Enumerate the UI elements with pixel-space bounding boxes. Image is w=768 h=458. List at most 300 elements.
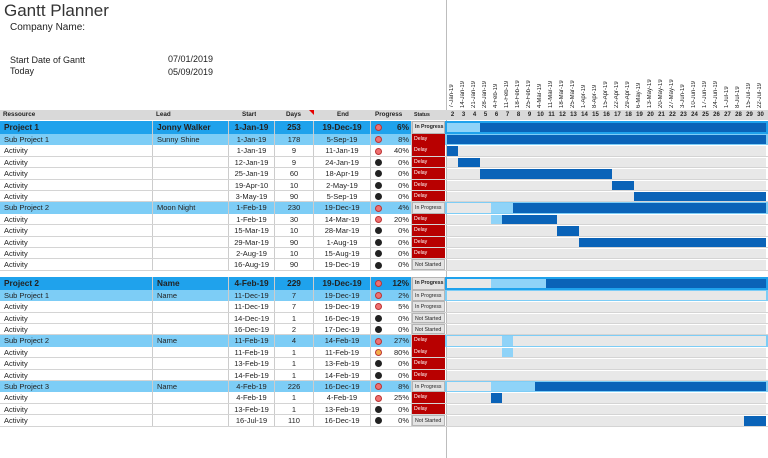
gantt-cell[interactable]	[447, 203, 458, 212]
gantt-cell[interactable]	[524, 359, 535, 368]
gantt-cell[interactable]	[458, 279, 469, 288]
gantt-cell[interactable]	[579, 238, 590, 247]
gantt-cell[interactable]	[711, 325, 722, 334]
gantt-cell[interactable]	[678, 215, 689, 224]
gantt-cell[interactable]	[513, 146, 524, 155]
gantt-cell[interactable]	[623, 146, 634, 155]
gantt-cell[interactable]	[568, 325, 579, 334]
gantt-cell[interactable]	[711, 279, 722, 288]
cell-days[interactable]: 2	[275, 324, 314, 334]
gantt-cell[interactable]	[689, 336, 700, 345]
cell-lead[interactable]	[153, 415, 229, 425]
gantt-cell[interactable]	[623, 371, 634, 380]
gantt-cell[interactable]	[513, 169, 524, 178]
gantt-cell[interactable]	[601, 226, 612, 235]
gantt-cell[interactable]	[711, 314, 722, 323]
gantt-cell[interactable]	[480, 291, 491, 300]
cell-start[interactable]: 16-Jul-19	[229, 415, 275, 425]
gantt-cell[interactable]	[568, 249, 579, 258]
gantt-cell[interactable]	[535, 302, 546, 311]
gantt-cell[interactable]	[502, 302, 513, 311]
gantt-cell[interactable]	[513, 336, 524, 345]
gantt-cell[interactable]	[744, 135, 755, 144]
gantt-cell[interactable]	[557, 249, 568, 258]
gantt-cell[interactable]	[590, 302, 601, 311]
cell-days[interactable]: 10	[275, 248, 314, 258]
activity-row[interactable]	[0, 237, 768, 248]
gantt-cell[interactable]	[535, 359, 546, 368]
cell-end[interactable]: 5-Sep-19	[314, 134, 371, 145]
gantt-cell[interactable]	[601, 371, 612, 380]
gantt-cell[interactable]	[502, 226, 513, 235]
gantt-cell[interactable]	[755, 215, 766, 224]
gantt-cell[interactable]	[700, 279, 711, 288]
gantt-cell[interactable]	[612, 158, 623, 167]
gantt-cell[interactable]	[634, 393, 645, 402]
gantt-cell[interactable]	[634, 291, 645, 300]
gantt-cell[interactable]	[480, 314, 491, 323]
activity-row[interactable]	[0, 248, 768, 259]
cell-days[interactable]: 1	[275, 347, 314, 357]
gantt-cell[interactable]	[590, 260, 601, 269]
gantt-cell[interactable]	[568, 215, 579, 224]
gantt-cell[interactable]	[667, 192, 678, 201]
gantt-cell[interactable]	[524, 192, 535, 201]
gantt-cell[interactable]	[711, 123, 722, 132]
gantt-cell[interactable]	[601, 291, 612, 300]
cell-lead[interactable]	[153, 392, 229, 402]
gantt-cell[interactable]	[601, 215, 612, 224]
gantt-cell[interactable]	[656, 260, 667, 269]
gantt-cell[interactable]	[469, 238, 480, 247]
gantt-cell[interactable]	[557, 405, 568, 414]
gantt-cell[interactable]	[535, 135, 546, 144]
gantt-cell[interactable]	[491, 371, 502, 380]
cell-name[interactable]: Activity	[0, 358, 153, 368]
gantt-cell[interactable]	[722, 382, 733, 391]
gantt-cell[interactable]	[513, 325, 524, 334]
gantt-cell[interactable]	[744, 238, 755, 247]
gantt-cell[interactable]	[744, 192, 755, 201]
gantt-cell[interactable]	[634, 192, 645, 201]
gantt-cell[interactable]	[524, 215, 535, 224]
gantt-cell[interactable]	[755, 169, 766, 178]
gantt-cell[interactable]	[656, 291, 667, 300]
gantt-cell[interactable]	[678, 314, 689, 323]
gantt-cell[interactable]	[667, 123, 678, 132]
cell-start[interactable]: 4-Feb-19	[229, 277, 275, 290]
gantt-cell[interactable]	[645, 226, 656, 235]
cell-name[interactable]: Activity	[0, 313, 153, 323]
gantt-cell[interactable]	[458, 215, 469, 224]
gantt-cell[interactable]	[458, 203, 469, 212]
gantt-cell[interactable]	[755, 203, 766, 212]
gantt-cell[interactable]	[678, 123, 689, 132]
gantt-cell[interactable]	[480, 169, 491, 178]
cell-end[interactable]: 19-Dec-19	[314, 202, 371, 213]
gantt-cell[interactable]	[755, 393, 766, 402]
gantt-cell[interactable]	[447, 226, 458, 235]
gantt-cell[interactable]	[447, 393, 458, 402]
gantt-cell[interactable]	[744, 393, 755, 402]
gantt-cell[interactable]	[689, 371, 700, 380]
gantt-cell[interactable]	[535, 158, 546, 167]
gantt-cell[interactable]	[645, 279, 656, 288]
gantt-cell[interactable]	[667, 393, 678, 402]
cell-lead[interactable]	[153, 347, 229, 357]
gantt-cell[interactable]	[623, 393, 634, 402]
gantt-cell[interactable]	[491, 123, 502, 132]
gantt-cell[interactable]	[491, 279, 502, 288]
gantt-cell[interactable]	[623, 238, 634, 247]
gantt-cell[interactable]	[447, 371, 458, 380]
gantt-cell[interactable]	[623, 291, 634, 300]
gantt-cell[interactable]	[491, 416, 502, 425]
gantt-cell[interactable]	[656, 226, 667, 235]
gantt-cell[interactable]	[755, 123, 766, 132]
cell-name[interactable]: Activity	[0, 145, 153, 155]
gantt-cell[interactable]	[590, 146, 601, 155]
cell-start[interactable]: 12-Jan-19	[229, 157, 275, 167]
gantt-cell[interactable]	[458, 382, 469, 391]
cell-start[interactable]: 16-Aug-19	[229, 259, 275, 269]
gantt-cell[interactable]	[612, 416, 623, 425]
gantt-cell[interactable]	[568, 135, 579, 144]
cell-end[interactable]: 19-Dec-19	[314, 259, 371, 269]
gantt-cell[interactable]	[656, 169, 667, 178]
gantt-cell[interactable]	[711, 238, 722, 247]
gantt-cell[interactable]	[458, 314, 469, 323]
gantt-cell[interactable]	[557, 181, 568, 190]
gantt-cell[interactable]	[557, 158, 568, 167]
gantt-cell[interactable]	[557, 135, 568, 144]
cell-lead[interactable]	[153, 157, 229, 167]
cell-progress[interactable]	[371, 225, 412, 235]
gantt-cell[interactable]	[711, 405, 722, 414]
gantt-cell[interactable]	[557, 203, 568, 212]
gantt-cell[interactable]	[722, 123, 733, 132]
gantt-cell[interactable]	[755, 336, 766, 345]
gantt-cell[interactable]	[601, 416, 612, 425]
gantt-cell[interactable]	[524, 302, 535, 311]
gantt-cell[interactable]	[557, 371, 568, 380]
gantt-cell[interactable]	[711, 291, 722, 300]
gantt-cell[interactable]	[535, 146, 546, 155]
gantt-cell[interactable]	[689, 158, 700, 167]
gantt-cell[interactable]	[469, 146, 480, 155]
gantt-cell[interactable]	[612, 359, 623, 368]
gantt-cell[interactable]	[579, 158, 590, 167]
gantt-cell[interactable]	[546, 260, 557, 269]
gantt-cell[interactable]	[612, 238, 623, 247]
gantt-cell[interactable]	[711, 393, 722, 402]
gantt-cell[interactable]	[722, 158, 733, 167]
gantt-cell[interactable]	[568, 405, 579, 414]
cell-start[interactable]: 15-Mar-19	[229, 225, 275, 235]
gantt-cell[interactable]	[678, 192, 689, 201]
gantt-cell[interactable]	[524, 393, 535, 402]
gantt-cell[interactable]	[667, 405, 678, 414]
cell-end[interactable]: 1-Aug-19	[314, 237, 371, 247]
gantt-cell[interactable]	[590, 123, 601, 132]
cell-days[interactable]: 226	[275, 381, 314, 392]
gantt-cell[interactable]	[524, 135, 535, 144]
gantt-cell[interactable]	[601, 314, 612, 323]
gantt-cell[interactable]	[612, 291, 623, 300]
cell-days[interactable]: 1	[275, 370, 314, 380]
gantt-cell[interactable]	[535, 382, 546, 391]
gantt-cell[interactable]	[491, 135, 502, 144]
gantt-cell[interactable]	[502, 135, 513, 144]
gantt-cell[interactable]	[491, 359, 502, 368]
gantt-cell[interactable]	[689, 181, 700, 190]
cell-days[interactable]: 9	[275, 145, 314, 155]
gantt-cell[interactable]	[568, 169, 579, 178]
gantt-cell[interactable]	[546, 181, 557, 190]
gantt-cell[interactable]	[755, 371, 766, 380]
gantt-cell[interactable]	[557, 359, 568, 368]
gantt-cell[interactable]	[557, 291, 568, 300]
gantt-cell[interactable]	[612, 192, 623, 201]
gantt-cell[interactable]	[700, 325, 711, 334]
gantt-cell[interactable]	[502, 215, 513, 224]
gantt-cell[interactable]	[711, 371, 722, 380]
gantt-cell[interactable]	[458, 169, 469, 178]
gantt-cell[interactable]	[535, 314, 546, 323]
gantt-cell[interactable]	[502, 325, 513, 334]
cell-lead[interactable]	[153, 191, 229, 201]
cell-end[interactable]: 13-Feb-19	[314, 404, 371, 414]
cell-progress[interactable]	[371, 404, 412, 414]
gantt-cell[interactable]	[634, 158, 645, 167]
gantt-cell[interactable]	[502, 203, 513, 212]
gantt-cell[interactable]	[579, 416, 590, 425]
gantt-cell[interactable]	[568, 382, 579, 391]
gantt-cell[interactable]	[678, 382, 689, 391]
gantt-cell[interactable]	[480, 215, 491, 224]
gantt-cell[interactable]	[590, 226, 601, 235]
gantt-cell[interactable]	[491, 203, 502, 212]
gantt-cell[interactable]	[524, 146, 535, 155]
gantt-cell[interactable]	[634, 238, 645, 247]
gantt-cell[interactable]	[689, 405, 700, 414]
gantt-cell[interactable]	[579, 181, 590, 190]
gantt-cell[interactable]	[601, 192, 612, 201]
cell-end[interactable]: 11-Feb-19	[314, 347, 371, 357]
gantt-cell[interactable]	[711, 158, 722, 167]
gantt-cell[interactable]	[733, 146, 744, 155]
gantt-cell[interactable]	[722, 146, 733, 155]
gantt-cell[interactable]	[491, 158, 502, 167]
gantt-cell[interactable]	[469, 359, 480, 368]
gantt-cell[interactable]	[546, 371, 557, 380]
activity-row[interactable]	[0, 259, 768, 270]
gantt-cell[interactable]	[513, 359, 524, 368]
gantt-cell[interactable]	[667, 291, 678, 300]
gantt-cell[interactable]	[513, 314, 524, 323]
gantt-cell[interactable]	[557, 416, 568, 425]
gantt-cell[interactable]	[722, 135, 733, 144]
cell-end[interactable]: 19-Dec-19	[314, 290, 371, 301]
gantt-cell[interactable]	[491, 405, 502, 414]
cell-start[interactable]: 3-May-19	[229, 191, 275, 201]
gantt-cell[interactable]	[722, 393, 733, 402]
gantt-cell[interactable]	[579, 169, 590, 178]
gantt-cell[interactable]	[733, 325, 744, 334]
gantt-cell[interactable]	[667, 146, 678, 155]
gantt-cell[interactable]	[579, 348, 590, 357]
gantt-cell[interactable]	[711, 382, 722, 391]
gantt-cell[interactable]	[491, 238, 502, 247]
gantt-cell[interactable]	[469, 371, 480, 380]
cell-end[interactable]: 13-Feb-19	[314, 358, 371, 368]
gantt-cell[interactable]	[667, 135, 678, 144]
gantt-cell[interactable]	[667, 371, 678, 380]
gantt-cell[interactable]	[612, 325, 623, 334]
gantt-cell[interactable]	[601, 405, 612, 414]
gantt-cell[interactable]	[623, 249, 634, 258]
gantt-cell[interactable]	[700, 291, 711, 300]
gantt-cell[interactable]	[634, 135, 645, 144]
gantt-cell[interactable]	[678, 249, 689, 258]
gantt-cell[interactable]	[601, 260, 612, 269]
gantt-cell[interactable]	[612, 169, 623, 178]
gantt-cell[interactable]	[546, 405, 557, 414]
gantt-cell[interactable]	[557, 279, 568, 288]
gantt-cell[interactable]	[634, 302, 645, 311]
cell-start[interactable]: 11-Dec-19	[229, 290, 275, 301]
cell-end[interactable]: 14-Feb-19	[314, 370, 371, 380]
gantt-cell[interactable]	[700, 359, 711, 368]
cell-name[interactable]: Activity	[0, 301, 153, 311]
cell-lead[interactable]	[153, 370, 229, 380]
gantt-cell[interactable]	[590, 181, 601, 190]
gantt-cell[interactable]	[513, 249, 524, 258]
cell-name[interactable]: Activity	[0, 168, 153, 178]
cell-progress[interactable]	[371, 415, 412, 425]
subproject-row[interactable]	[0, 290, 768, 301]
cell-progress[interactable]	[371, 313, 412, 323]
gantt-cell[interactable]	[634, 336, 645, 345]
cell-days[interactable]: 90	[275, 237, 314, 247]
gantt-cell[interactable]	[469, 158, 480, 167]
gantt-cell[interactable]	[590, 192, 601, 201]
gantt-cell[interactable]	[656, 158, 667, 167]
gantt-cell[interactable]	[711, 192, 722, 201]
gantt-cell[interactable]	[733, 192, 744, 201]
gantt-cell[interactable]	[678, 146, 689, 155]
gantt-cell[interactable]	[579, 135, 590, 144]
gantt-cell[interactable]	[700, 181, 711, 190]
gantt-cell[interactable]	[458, 158, 469, 167]
gantt-cell[interactable]	[557, 146, 568, 155]
gantt-cell[interactable]	[524, 123, 535, 132]
cell-name[interactable]: Activity	[0, 237, 153, 247]
gantt-cell[interactable]	[722, 291, 733, 300]
cell-days[interactable]: 7	[275, 301, 314, 311]
gantt-cell[interactable]	[480, 405, 491, 414]
gantt-cell[interactable]	[568, 158, 579, 167]
gantt-cell[interactable]	[744, 359, 755, 368]
activity-row[interactable]	[0, 392, 768, 403]
gantt-cell[interactable]	[711, 359, 722, 368]
gantt-cell[interactable]	[513, 203, 524, 212]
gantt-cell[interactable]	[689, 325, 700, 334]
gantt-cell[interactable]	[458, 249, 469, 258]
gantt-cell[interactable]	[491, 249, 502, 258]
gantt-cell[interactable]	[700, 123, 711, 132]
cell-lead[interactable]	[153, 301, 229, 311]
cell-name[interactable]: Activity	[0, 180, 153, 190]
gantt-cell[interactable]	[744, 348, 755, 357]
gantt-cell[interactable]	[513, 158, 524, 167]
cell-days[interactable]: 1	[275, 358, 314, 368]
gantt-cell[interactable]	[733, 382, 744, 391]
cell-lead[interactable]	[153, 225, 229, 235]
cell-end[interactable]: 2-May-19	[314, 180, 371, 190]
gantt-cell[interactable]	[502, 405, 513, 414]
gantt-cell[interactable]	[458, 146, 469, 155]
gantt-cell[interactable]	[568, 314, 579, 323]
gantt-cell[interactable]	[579, 203, 590, 212]
gantt-cell[interactable]	[623, 215, 634, 224]
gantt-cell[interactable]	[458, 416, 469, 425]
gantt-cell[interactable]	[733, 249, 744, 258]
gantt-cell[interactable]	[447, 416, 458, 425]
gantt-cell[interactable]	[645, 238, 656, 247]
cell-days[interactable]: 1	[275, 313, 314, 323]
gantt-cell[interactable]	[458, 325, 469, 334]
gantt-cell[interactable]	[458, 291, 469, 300]
gantt-cell[interactable]	[491, 393, 502, 402]
gantt-cell[interactable]	[623, 359, 634, 368]
cell-progress[interactable]	[371, 248, 412, 258]
gantt-cell[interactable]	[645, 325, 656, 334]
gantt-cell[interactable]	[667, 158, 678, 167]
gantt-cell[interactable]	[711, 249, 722, 258]
gantt-cell[interactable]	[689, 416, 700, 425]
gantt-cell[interactable]	[755, 158, 766, 167]
gantt-cell[interactable]	[502, 416, 513, 425]
gantt-cell[interactable]	[634, 279, 645, 288]
gantt-cell[interactable]	[535, 279, 546, 288]
gantt-cell[interactable]	[612, 302, 623, 311]
gantt-cell[interactable]	[612, 123, 623, 132]
cell-progress[interactable]	[371, 335, 412, 346]
gantt-cell[interactable]	[458, 405, 469, 414]
cell-name[interactable]: Activity	[0, 214, 153, 224]
cell-lead[interactable]	[153, 168, 229, 178]
cell-lead[interactable]	[153, 259, 229, 269]
gantt-cell[interactable]	[656, 135, 667, 144]
gantt-cell[interactable]	[590, 325, 601, 334]
gantt-cell[interactable]	[755, 382, 766, 391]
gantt-cell[interactable]	[546, 169, 557, 178]
gantt-cell[interactable]	[546, 291, 557, 300]
gantt-cell[interactable]	[634, 325, 645, 334]
gantt-cell[interactable]	[744, 123, 755, 132]
gantt-cell[interactable]	[557, 169, 568, 178]
gantt-cell[interactable]	[700, 192, 711, 201]
cell-end[interactable]: 16-Dec-19	[314, 415, 371, 425]
gantt-cell[interactable]	[722, 371, 733, 380]
cell-end[interactable]: 19-Dec-19	[314, 121, 371, 134]
gantt-cell[interactable]	[744, 336, 755, 345]
gantt-cell[interactable]	[722, 215, 733, 224]
gantt-cell[interactable]	[755, 279, 766, 288]
gantt-cell[interactable]	[689, 393, 700, 402]
gantt-cell[interactable]	[645, 371, 656, 380]
